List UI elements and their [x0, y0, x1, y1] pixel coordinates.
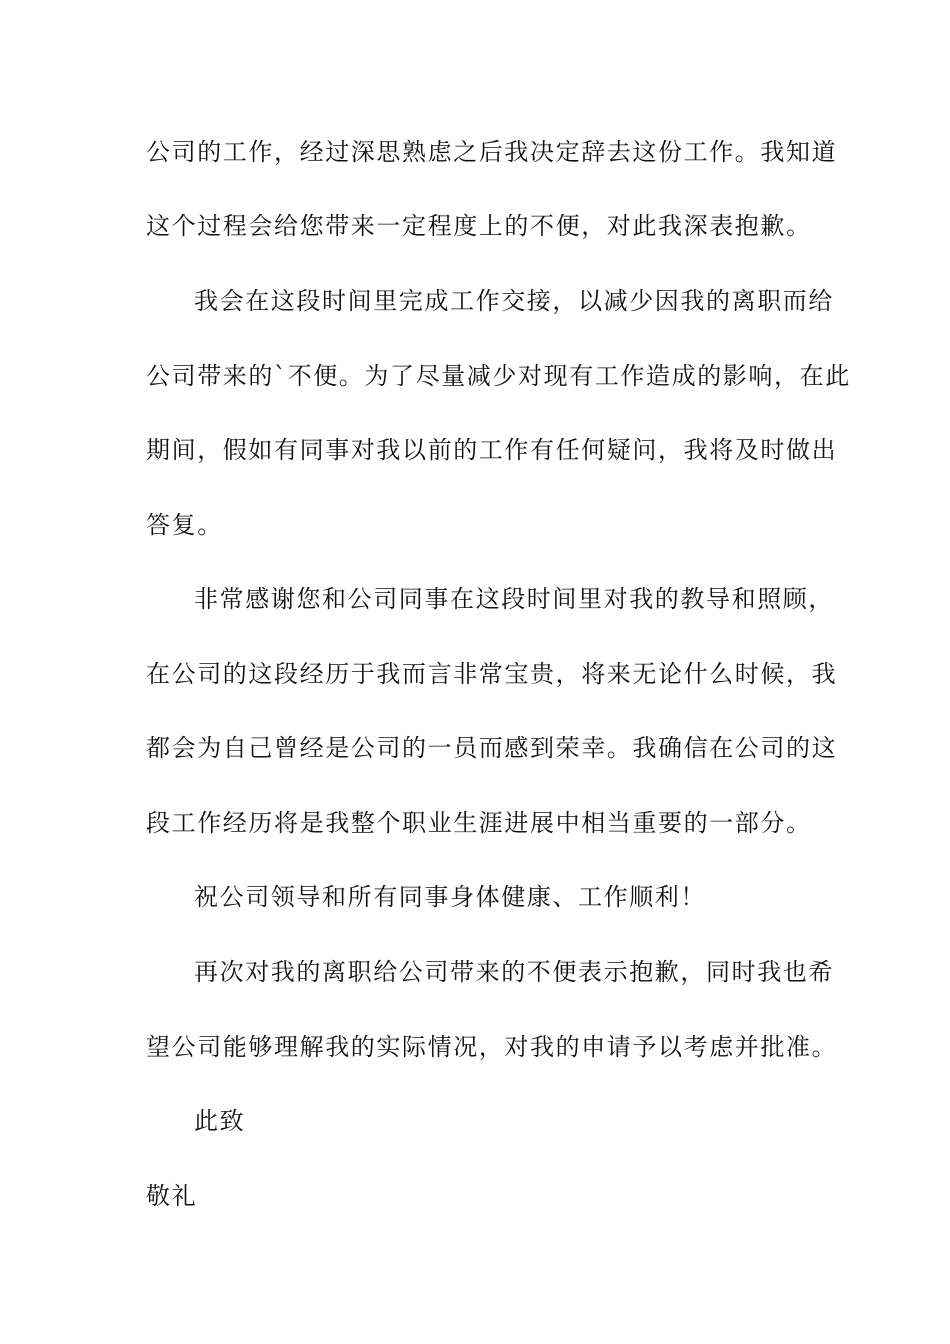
paragraph-line: 公司的工作，经过深思熟虑之后我决定辞去这份工作。我知道: [146, 138, 838, 166]
paragraph-line: 段工作经历将是我整个职业生涯进展中相当重要的一部分。: [146, 809, 812, 837]
paragraph-line: 答复。: [146, 511, 223, 539]
closing-phrase: 此致: [194, 1107, 246, 1135]
paragraph-line: 非常感谢您和公司同事在这段时间里对我的教导和照顾，: [194, 585, 834, 613]
salutation: 敬礼: [146, 1182, 198, 1210]
paragraph-line: 望公司能够理解我的实际情况，对我的申请予以考虑并批准。: [146, 1033, 838, 1061]
paragraph-line: 再次对我的离职给公司带来的不便表示抱歉，同时我也希: [194, 958, 834, 986]
paragraph-line: 在公司的这段经历于我而言非常宝贵，将来无论什么时候，我: [146, 660, 838, 688]
paragraph-line: 祝公司领导和所有同事身体健康、工作顺利！: [194, 883, 706, 911]
paragraph-line: 期间，假如有同事对我以前的工作有任何疑问，我将及时做出: [146, 436, 838, 464]
paragraph-line: 公司带来的`不便。为了尽量减少对现有工作造成的影响，在此: [146, 362, 851, 390]
paragraph-line: 我会在这段时间里完成工作交接，以减少因我的离职而给: [194, 287, 834, 315]
paragraph-line: 这个过程会给您带来一定程度上的不便，对此我深表抱歉。: [146, 212, 812, 240]
paragraph-line: 都会为自己曾经是公司的一员而感到荣幸。我确信在公司的这: [146, 734, 838, 762]
